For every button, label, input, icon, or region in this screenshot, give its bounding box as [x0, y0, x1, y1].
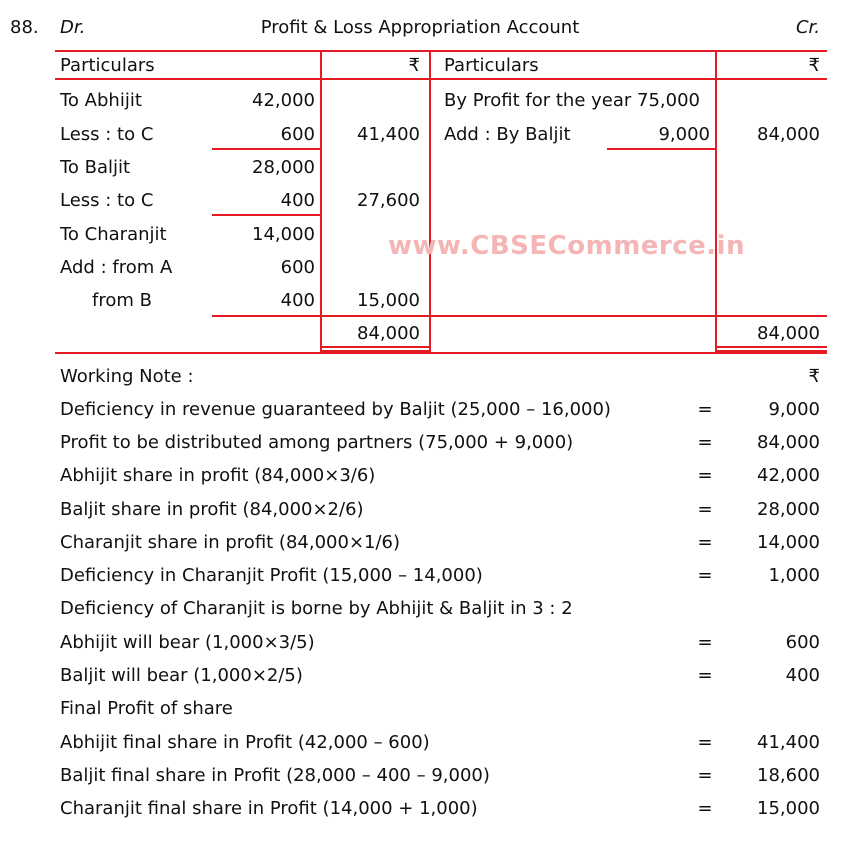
total-double-rule — [715, 346, 827, 348]
credit-entry-label: Add : By Baljit — [444, 124, 571, 145]
debit-total: 84,000 — [357, 323, 420, 344]
working-note-heading: Working Note : — [60, 366, 194, 387]
working-note-equals: = — [697, 665, 713, 686]
working-note-line: Baljit share in profit (84,000×2/6) — [60, 499, 364, 520]
column-header-particulars: Particulars — [60, 55, 155, 76]
working-note-line: Deficiency in Charanjit Profit (15,000 – 14,000) — [60, 565, 483, 586]
debit-entry-inner: 400 — [280, 190, 315, 211]
debit-entry-amount: 41,400 — [357, 124, 420, 145]
debit-entry-label: Less : to C — [60, 124, 154, 145]
debit-label: Dr. — [60, 17, 86, 38]
debit-entry-inner: 600 — [280, 257, 315, 278]
subtotal-rule — [607, 148, 715, 150]
working-note-value: 600 — [785, 632, 820, 653]
watermark: www.CBSECommerce.in — [388, 231, 746, 261]
working-note-line: Abhijit final share in Profit (42,000 – 600) — [60, 732, 430, 753]
working-note-line: Charanjit share in profit (84,000×1/6) — [60, 532, 401, 553]
working-note-value: 84,000 — [757, 432, 820, 453]
debit-entry-label: Add : from A — [60, 257, 173, 278]
working-note-line: Abhijit share in profit (84,000×3/6) — [60, 465, 376, 486]
working-note-equals: = — [697, 765, 713, 786]
table-top-rule — [55, 50, 827, 52]
table-bottom-rule — [55, 352, 827, 354]
debit-entry-label: To Charanjit — [60, 224, 167, 245]
working-note-line: Deficiency of Charanjit is borne by Abhijit & Baljit in 3 : 2 — [60, 598, 573, 619]
debit-entry-amount: 27,600 — [357, 190, 420, 211]
column-header-rupee: ₹ — [808, 55, 820, 76]
working-note-value: 42,000 — [757, 465, 820, 486]
credit-amount-divider — [715, 50, 717, 353]
working-note-equals: = — [697, 465, 713, 486]
working-note-equals: = — [697, 732, 713, 753]
working-note-line: Profit to be distributed among partners (75,000 + 9,000) — [60, 432, 574, 453]
total-double-rule — [320, 346, 431, 348]
working-note-equals: = — [697, 632, 713, 653]
credit-entry-label: By Profit for the year 75,000 — [444, 90, 700, 111]
credit-entry-inner: 9,000 — [658, 124, 710, 145]
center-divider — [429, 50, 431, 353]
account-title: Profit & Loss Appropriation Account — [260, 17, 580, 38]
working-note-value: 28,000 — [757, 499, 820, 520]
debit-entry-inner: 600 — [280, 124, 315, 145]
debit-entry-label: from B — [92, 290, 152, 311]
subtotal-rule — [212, 214, 320, 216]
debit-entry-label: To Baljit — [60, 157, 131, 178]
debit-entry-inner: 14,000 — [252, 224, 315, 245]
total-rule — [212, 315, 827, 317]
working-note-line: Charanjit final share in Profit (14,000 + 1,000) — [60, 798, 478, 819]
working-note-equals: = — [697, 532, 713, 553]
debit-amount-divider — [320, 50, 322, 353]
debit-entry-inner: 42,000 — [252, 90, 315, 111]
header-bottom-rule — [55, 78, 827, 80]
working-note-line: Deficiency in revenue guaranteed by Baljit (25,000 – 16,000) — [60, 399, 611, 420]
working-note-line: Final Profit of share — [60, 698, 233, 719]
working-note-value: 14,000 — [757, 532, 820, 553]
working-note-value: 18,600 — [757, 765, 820, 786]
debit-entry-inner: 400 — [280, 290, 315, 311]
column-header-particulars: Particulars — [444, 55, 539, 76]
debit-entry-label: Less : to C — [60, 190, 154, 211]
working-note-equals: = — [697, 565, 713, 586]
working-note-line: Baljit will bear (1,000×2/5) — [60, 665, 303, 686]
debit-entry-inner: 28,000 — [252, 157, 315, 178]
question-number: 88. — [10, 17, 39, 38]
subtotal-rule — [212, 148, 320, 150]
debit-entry-label: To Abhijit — [60, 90, 142, 111]
working-note-rupee: ₹ — [808, 366, 820, 387]
working-note-value: 1,000 — [768, 565, 820, 586]
working-note-equals: = — [697, 399, 713, 420]
working-note-line: Abhijit will bear (1,000×3/5) — [60, 632, 315, 653]
credit-total: 84,000 — [757, 323, 820, 344]
working-note-value: 41,400 — [757, 732, 820, 753]
column-header-rupee: ₹ — [408, 55, 420, 76]
working-note-line: Baljit final share in Profit (28,000 – 400 – 9,000) — [60, 765, 490, 786]
working-note-value: 400 — [785, 665, 820, 686]
working-note-value: 9,000 — [768, 399, 820, 420]
working-note-equals: = — [697, 499, 713, 520]
working-note-equals: = — [697, 798, 713, 819]
working-note-value: 15,000 — [757, 798, 820, 819]
credit-label: Cr. — [795, 17, 820, 38]
credit-entry-amount: 84,000 — [757, 124, 820, 145]
working-note-equals: = — [697, 432, 713, 453]
debit-entry-amount: 15,000 — [357, 290, 420, 311]
